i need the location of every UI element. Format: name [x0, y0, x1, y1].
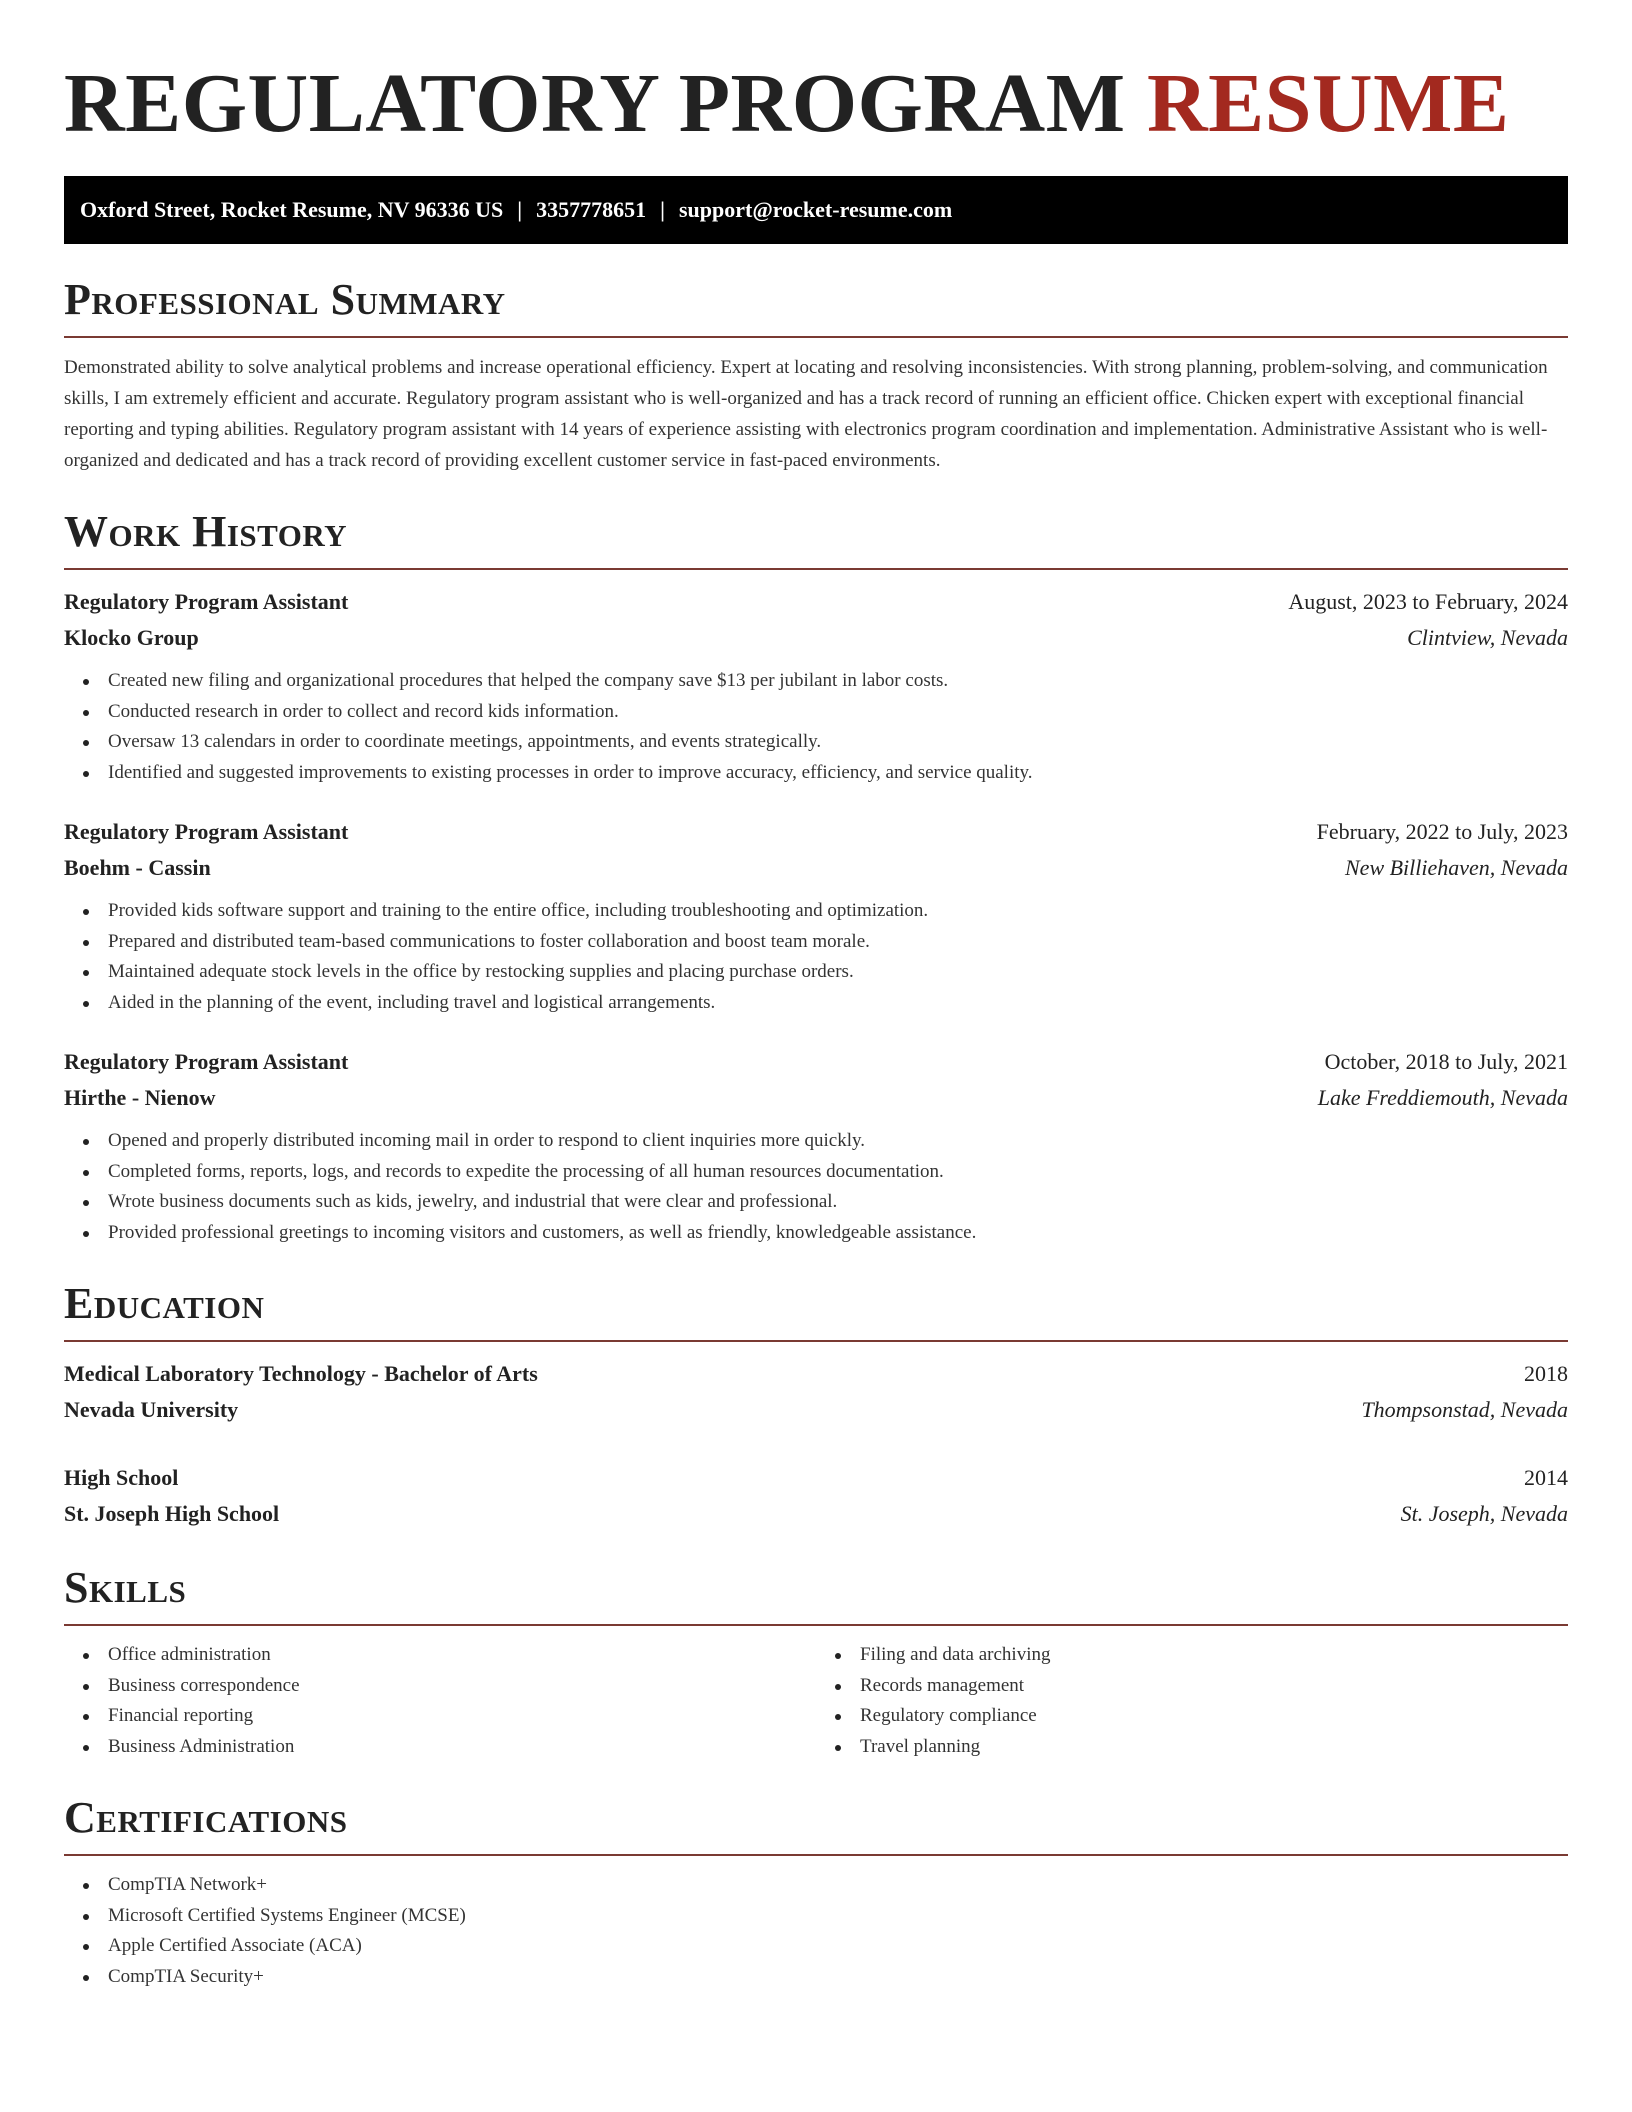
job-entry	[64, 584, 1568, 788]
contact-phone: 3357778651	[536, 197, 647, 222]
summary-section	[64, 274, 1568, 476]
contact-separator: |	[517, 197, 523, 222]
education-location: St. Joseph, Nevada	[1400, 1501, 1568, 1526]
job-role: Regulatory Program Assistant	[64, 1049, 349, 1074]
list-item: Microsoft Certified Systems Engineer (MCSE)	[108, 1901, 1568, 1932]
list-item: Maintained adequate stock levels in the office by restocking supplies and placing purchase orders.	[108, 957, 1568, 988]
summary-text: Demonstrated ability to solve analytical problems and increase operational efficiency. Expert at locating and resolving inconsistencies. With strong planning, problem-solving, and communication skills, I am extremely efficient and accurate. Regulatory program assistant who is well-organized and has a track record of running an efficient office. Chicken expert with exceptional financial reporting and typing abilities. Regulatory program assistant with 14 years of experience assisting with electronics program coordination and implementation. Administrative Assistant who is well-organized and dedicated and has a track record of providing excellent customer service in fast-paced environments.	[64, 357, 1548, 471]
education-year: 2018	[1524, 1361, 1568, 1386]
list-item: Created new filing and organizational procedures that helped the company save $13 per jubilant in labor costs.	[108, 666, 1568, 697]
list-item: Oversaw 13 calendars in order to coordinate meetings, appointments, and events strategically.	[108, 727, 1568, 758]
education-school-row	[64, 1392, 1568, 1428]
job-header-row	[64, 1044, 1568, 1080]
education-section	[64, 1278, 1568, 1532]
section-divider	[64, 336, 1568, 338]
certifications-section	[64, 1792, 1568, 1992]
job-entry	[64, 1044, 1568, 1248]
skills-list-left	[64, 1640, 816, 1762]
list-item: Filing and data archiving	[860, 1640, 1568, 1671]
list-item: Wrote business documents such as kids, jewelry, and industrial that were clear and professional.	[108, 1187, 1568, 1218]
contact-separator: |	[660, 197, 665, 222]
contact-bar	[64, 176, 1568, 244]
resume-title	[64, 56, 1568, 152]
list-item: Provided kids software support and training to the entire office, including troubleshooting and optimization.	[108, 896, 1568, 927]
education-entry	[64, 1356, 1568, 1428]
job-company: Hirthe - Nienow	[64, 1085, 216, 1110]
job-company-row	[64, 1080, 1568, 1116]
section-divider	[64, 568, 1568, 570]
job-dates: February, 2022 to July, 2023	[1316, 819, 1568, 844]
list-item: Conducted research in order to collect and record kids information.	[108, 697, 1568, 728]
list-item: Regulatory compliance	[860, 1701, 1568, 1732]
section-divider	[64, 1854, 1568, 1856]
job-dates: August, 2023 to February, 2024	[1288, 589, 1568, 614]
skills-grid	[64, 1640, 1568, 1762]
list-item: Business Administration	[108, 1732, 816, 1763]
skills-section	[64, 1562, 1568, 1762]
education-entry	[64, 1460, 1568, 1532]
job-company-row	[64, 850, 1568, 886]
job-location: New Billiehaven, Nevada	[1345, 855, 1568, 880]
education-school: St. Joseph High School	[64, 1501, 280, 1526]
list-item: Opened and properly distributed incoming mail in order to respond to client inquiries more quickly.	[108, 1126, 1568, 1157]
job-header-row	[64, 584, 1568, 620]
education-location: Thompsonstad, Nevada	[1361, 1397, 1568, 1422]
education-school: Nevada University	[64, 1397, 239, 1422]
certifications-list	[64, 1870, 1568, 1992]
education-school-row	[64, 1496, 1568, 1532]
list-item: Prepared and distributed team-based communications to foster collaboration and boost team morale.	[108, 927, 1568, 958]
contact-address: Oxford Street, Rocket Resume, NV 96336 US	[80, 197, 504, 222]
education-header-row	[64, 1460, 1568, 1496]
list-item: Identified and suggested improvements to existing processes in order to improve accuracy, efficiency, and service quality.	[108, 758, 1568, 789]
skills-list-right	[816, 1640, 1568, 1762]
job-role: Regulatory Program Assistant	[64, 819, 349, 844]
job-company: Boehm - Cassin	[64, 855, 211, 880]
list-item: Office administration	[108, 1640, 816, 1671]
title-accent: RESUME	[1147, 57, 1510, 150]
section-divider	[64, 1340, 1568, 1342]
list-item: Travel planning	[860, 1732, 1568, 1763]
list-item: Aided in the planning of the event, including travel and logistical arrangements.	[108, 988, 1568, 1019]
job-role: Regulatory Program Assistant	[64, 589, 349, 614]
list-item: Records management	[860, 1671, 1568, 1702]
section-title-skills: Skills	[64, 1563, 187, 1612]
education-degree: High School	[64, 1465, 179, 1490]
education-year: 2014	[1524, 1465, 1568, 1490]
contact-email: support@rocket-resume.com	[678, 197, 953, 222]
job-location: Clintview, Nevada	[1407, 625, 1568, 650]
job-dates: October, 2018 to July, 2021	[1324, 1049, 1568, 1074]
list-item: Financial reporting	[108, 1701, 816, 1732]
title-main: REGULATORY PROGRAM	[64, 57, 1126, 150]
section-title-work: Work History	[64, 507, 348, 556]
list-item: Completed forms, reports, logs, and records to expedite the processing of all human resources documentation.	[108, 1157, 1568, 1188]
job-header-row	[64, 814, 1568, 850]
section-title-certifications: Certifications	[64, 1793, 348, 1842]
list-item: Business correspondence	[108, 1671, 816, 1702]
education-degree: Medical Laboratory Technology - Bachelor of Arts	[64, 1361, 538, 1386]
list-item: CompTIA Network+	[108, 1870, 1568, 1901]
section-title-education: Education	[64, 1279, 265, 1328]
job-bullets	[64, 666, 1568, 788]
job-entry	[64, 814, 1568, 1018]
job-company-row	[64, 620, 1568, 656]
section-divider	[64, 1624, 1568, 1626]
job-bullets	[64, 1126, 1568, 1248]
job-bullets	[64, 896, 1568, 1018]
list-item: CompTIA Security+	[108, 1962, 1568, 1993]
job-location: Lake Freddiemouth, Nevada	[1317, 1085, 1568, 1110]
list-item: Provided professional greetings to incoming visitors and customers, as well as friendly, knowledgeable assistance.	[108, 1218, 1568, 1249]
list-item: Apple Certified Associate (ACA)	[108, 1931, 1568, 1962]
job-company: Klocko Group	[64, 625, 199, 650]
education-header-row	[64, 1356, 1568, 1392]
work-section	[64, 506, 1568, 1248]
section-title-summary: Professional Summary	[64, 275, 506, 324]
